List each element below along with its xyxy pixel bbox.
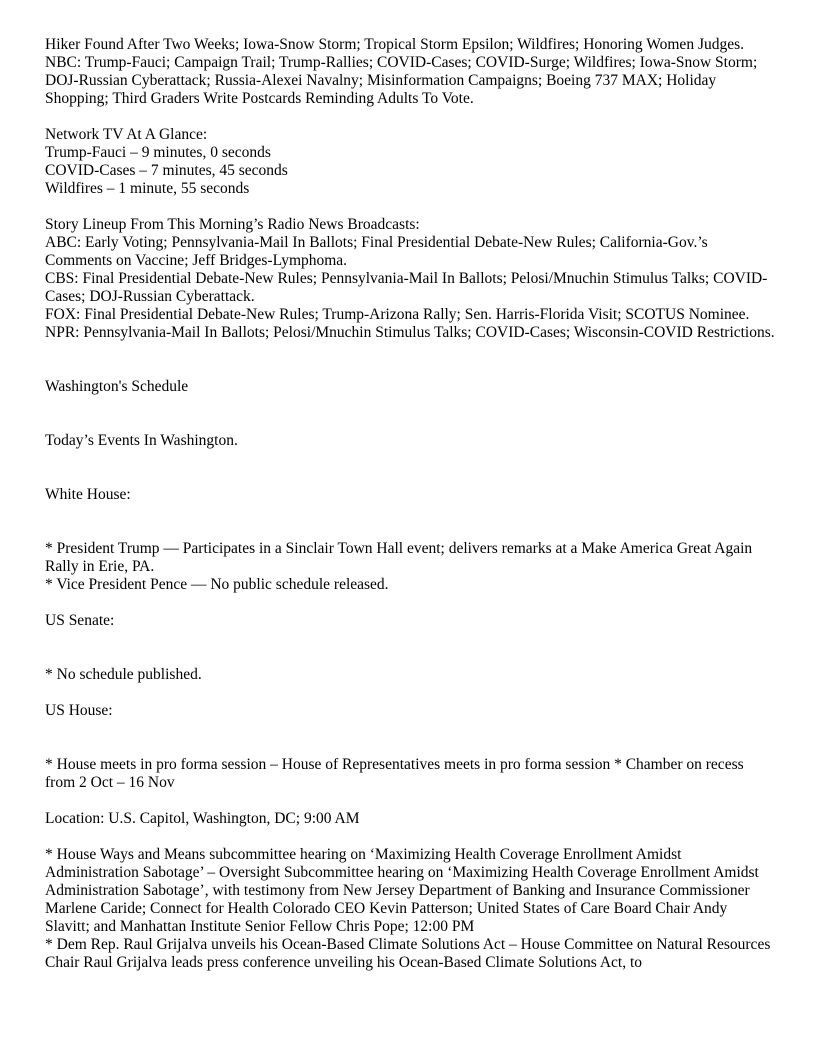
white-house-item: * Vice President Pence — No public schedule released. [45, 576, 389, 593]
schedule-heading: Washington's Schedule [45, 378, 189, 395]
nbc-lineup: NBC: Trump-Fauci; Campaign Trail; Trump-Rallies; COVID-Cases; COVID-Surge; Wildfires; Iowa-Snow Storm; DOJ-Russian Cyberattack; Russia-Alexei Navalny; Misinformation Campaigns; Boeing 737 MAX; Holiday Shopping; Third Graders Write Postcards Reminding Adults To Vote. [45, 54, 758, 107]
senate-item: * No schedule published. [45, 666, 202, 683]
house-session: * House meets in pro forma session – House of Representatives meets in pro forma session * Chamber on recess from 2 Oct – 16 Nov [45, 756, 744, 791]
radio-heading: Story Lineup From This Morning’s Radio News Broadcasts: [45, 216, 420, 233]
house-location: Location: U.S. Capitol, Washington, DC; 9:00 AM [45, 810, 360, 827]
house-heading: US House: [45, 702, 113, 719]
intro-line: Hiker Found After Two Weeks; Iowa-Snow Storm; Tropical Storm Epsilon; Wildfires; Honoring Women Judges. [45, 36, 745, 53]
senate-heading: US Senate: [45, 612, 115, 629]
radio-item-fox: FOX: Final Presidential Debate-New Rules; Trump-Arizona Rally; Sen. Harris-Florida Visit; SCOTUS Nominee. [45, 306, 750, 323]
network-tv-item: Wildfires – 1 minute, 55 seconds [45, 180, 250, 197]
network-tv-item: COVID-Cases – 7 minutes, 45 seconds [45, 162, 288, 179]
white-house-item: * President Trump — Participates in a Sinclair Town Hall event; delivers remarks at a Make America Great Again Rally in Erie, PA. [45, 540, 753, 575]
radio-item-cbs: CBS: Final Presidential Debate-New Rules; Pennsylvania-Mail In Ballots; Pelosi/Mnuchin Stimulus Talks; COVID-Cases; DOJ-Russian Cyberattack. [45, 270, 768, 305]
house-item: * House Ways and Means subcommittee hearing on ‘Maximizing Health Coverage Enrollment Amidst Administration Sabotage’ – Oversight Subcommittee hearing on ‘Maximizing Health Coverage Enrollment Amidst Administration Sabotage’, with testimony from New Jersey Department of Banking and Insurance Commissioner Marlene Caride; Connect for Health Colorado CEO Kevin Patterson; United States of Care Board Chair Andy Slavitt; and Manhattan Institute Senior Fellow Chris Pope; 12:00 PM [45, 846, 759, 935]
network-tv-heading: Network TV At A Glance: [45, 126, 208, 143]
network-tv-item: Trump-Fauci – 9 minutes, 0 seconds [45, 144, 271, 161]
white-house-heading: White House: [45, 486, 131, 503]
house-item: * Dem Rep. Raul Grijalva unveils his Ocean-Based Climate Solutions Act – House Committee on Natural Resources Chair Raul Grijalva leads press conference unveiling his Ocean-Based Climate Solutions Act, to [45, 936, 771, 971]
radio-item-npr: NPR: Pennsylvania-Mail In Ballots; Pelosi/Mnuchin Stimulus Talks; COVID-Cases; Wisconsin-COVID Restrictions. [45, 324, 775, 341]
schedule-subheading: Today’s Events In Washington. [45, 432, 238, 449]
radio-item-abc: ABC: Early Voting; Pennsylvania-Mail In Ballots; Final Presidential Debate-New Rules; California-Gov.’s Comments on Vaccine; Jeff Bridges-Lymphoma. [45, 234, 708, 269]
document-body [45, 36, 775, 972]
